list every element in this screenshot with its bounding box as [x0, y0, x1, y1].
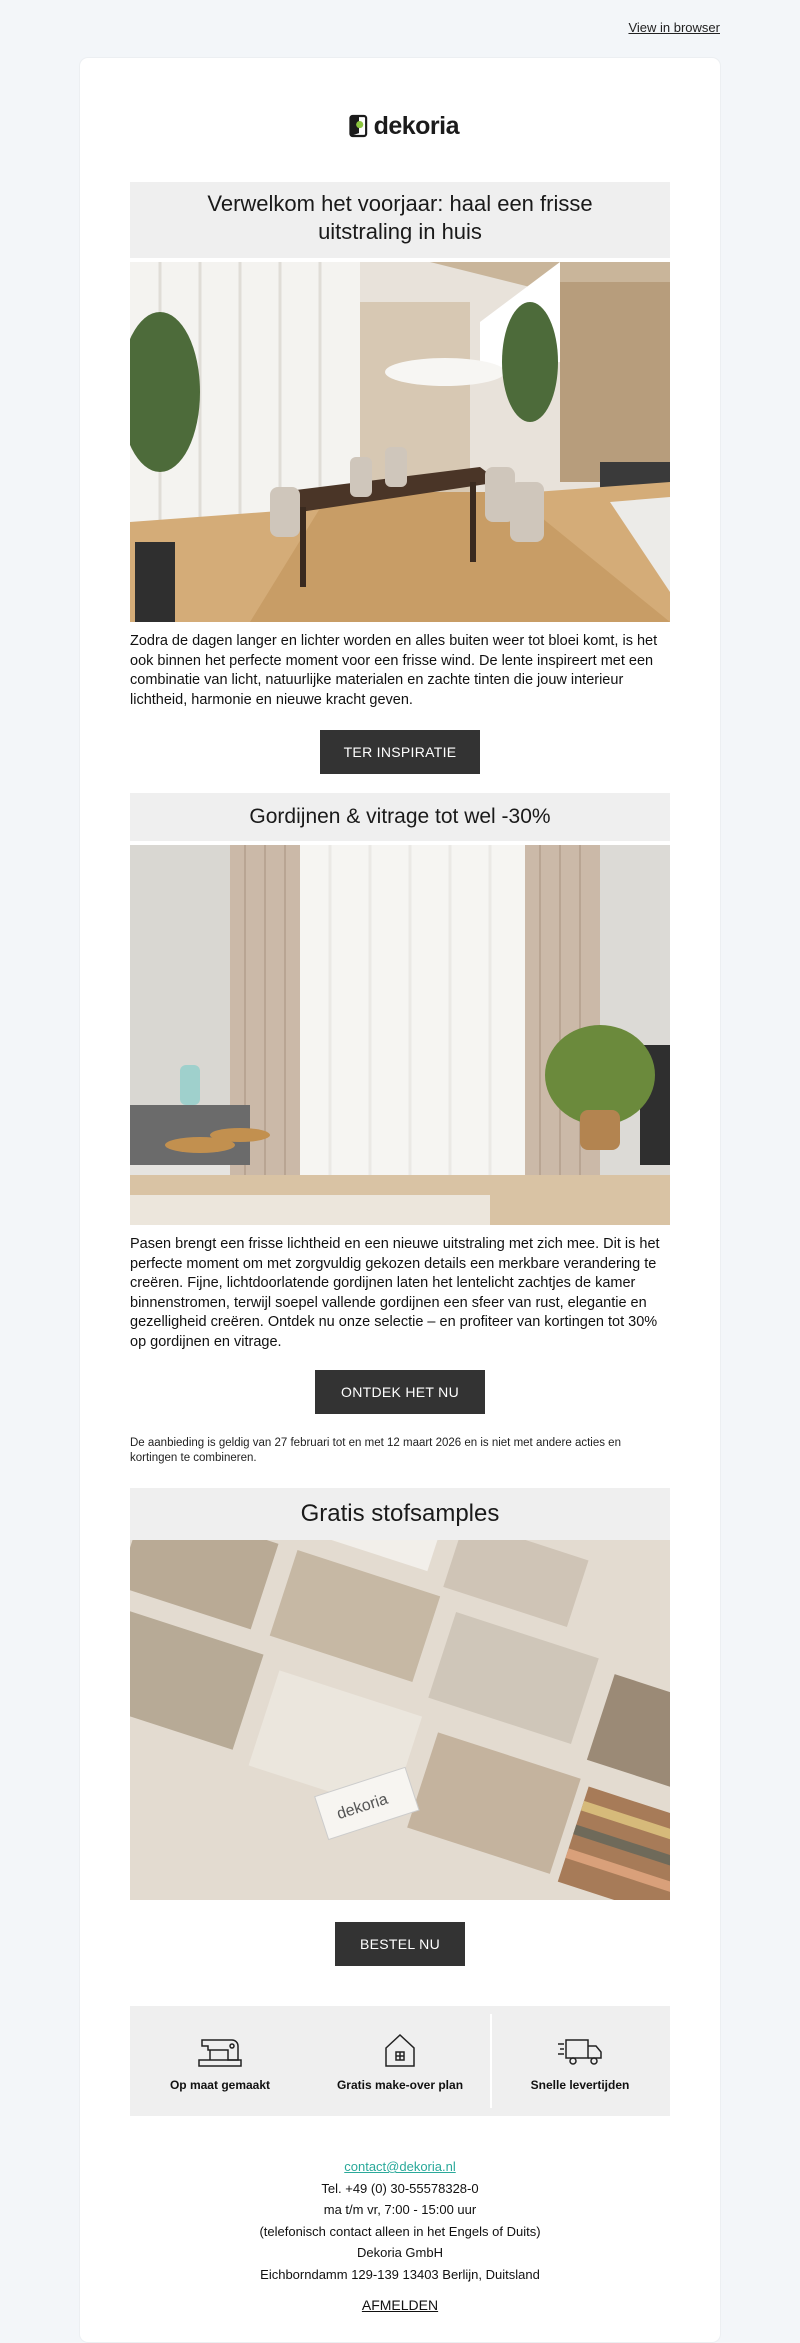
top-bar	[0, 0, 800, 58]
features-bar	[130, 2006, 670, 2116]
section2-text: Pasen brengt een frisse lichtheid en een nieuwe uitstraling met zich mee. Dit is het perfecte moment om met zorgvuldig gekozen details een merkbare verandering te creëren. Fijne, lichtdoorlatende gordijnen laten het lentelicht zachtjes de kamer binnenstromen, terwijl soepel vallende gordijnen een sfeer van rust, elegantie en gezelligheid creëren. Ontdek nu onze selectie – en profiteer van kortingen tot 30% op gordijnen en vitrage.	[130, 1236, 660, 1350]
inspiration-button[interactable]: TER INSPIRATIE	[320, 730, 480, 774]
dining-room-photo[interactable]	[130, 262, 670, 622]
feature-label: Snelle levertijden	[530, 2078, 630, 2092]
feature-label: Op maat gemaakt	[169, 2078, 271, 2092]
discover-button[interactable]: ONTDEK HET NU	[315, 1370, 485, 1414]
section1-text: Zodra de dagen langer en lichter worden en alles buiten weer tot bloei komt, is het ook binnen het perfecte moment voor een frisse wind. De lente inspireert met een combinatie van licht, natuurlijke materialen en zachte tinten die jouw interieur lichtheid, harmonie en nieuwe kracht geven.	[130, 633, 658, 708]
unsubscribe-link[interactable]: AFMELDEN	[361, 2297, 439, 2313]
feature-label: Gratis make-over plan	[336, 2078, 464, 2092]
order-button[interactable]: BESTEL NU	[335, 1922, 465, 1966]
sample-logo-text: dekoria	[334, 1790, 391, 1824]
feature-fast-delivery	[490, 2006, 670, 2116]
house-icon	[376, 2030, 424, 2070]
footer-hours: ma t/m vr, 7:00 - 15:00 uur	[323, 2202, 477, 2217]
email-card	[80, 58, 720, 2342]
footer-language-note: (telefonisch contact alleen in het Engels of Duits)	[259, 2223, 541, 2239]
sewing-machine-icon	[196, 2030, 244, 2070]
feature-makeover-plan	[310, 2006, 490, 2116]
dekoria-logo-icon	[349, 110, 368, 142]
section2-title: Gordijnen & vitrage tot wel -30%	[130, 793, 670, 841]
feature-made-to-measure	[130, 2006, 310, 2116]
brand-logo[interactable]	[349, 110, 459, 142]
footer-company: Dekoria GmbH	[357, 2245, 443, 2260]
brand-name: dekoria	[373, 111, 459, 140]
fabric-samples-photo[interactable]	[130, 1540, 670, 1900]
offer-fine-print: De aanbieding is geldig van 27 februari tot en met 12 maart 2026 en is niet met andere acties en kortingen te combineren.	[130, 1437, 621, 1464]
footer-phone: Tel. +49 (0) 30-55578328-0	[321, 2180, 479, 2196]
section1-title: Verwelkom het voorjaar: haal een frisse uitstraling in huis	[130, 182, 670, 258]
footer	[130, 2156, 670, 2317]
curtains-photo[interactable]	[130, 845, 670, 1225]
section3-title: Gratis stofsamples	[130, 1488, 670, 1540]
footer-address: Eichborndamm 129-139 13403 Berlijn, Duitsland	[260, 2266, 540, 2282]
contact-email-link[interactable]: contact@dekoria.nl	[344, 2159, 456, 2174]
delivery-truck-icon	[556, 2030, 604, 2070]
view-in-browser-link[interactable]: View in browser	[628, 20, 720, 35]
